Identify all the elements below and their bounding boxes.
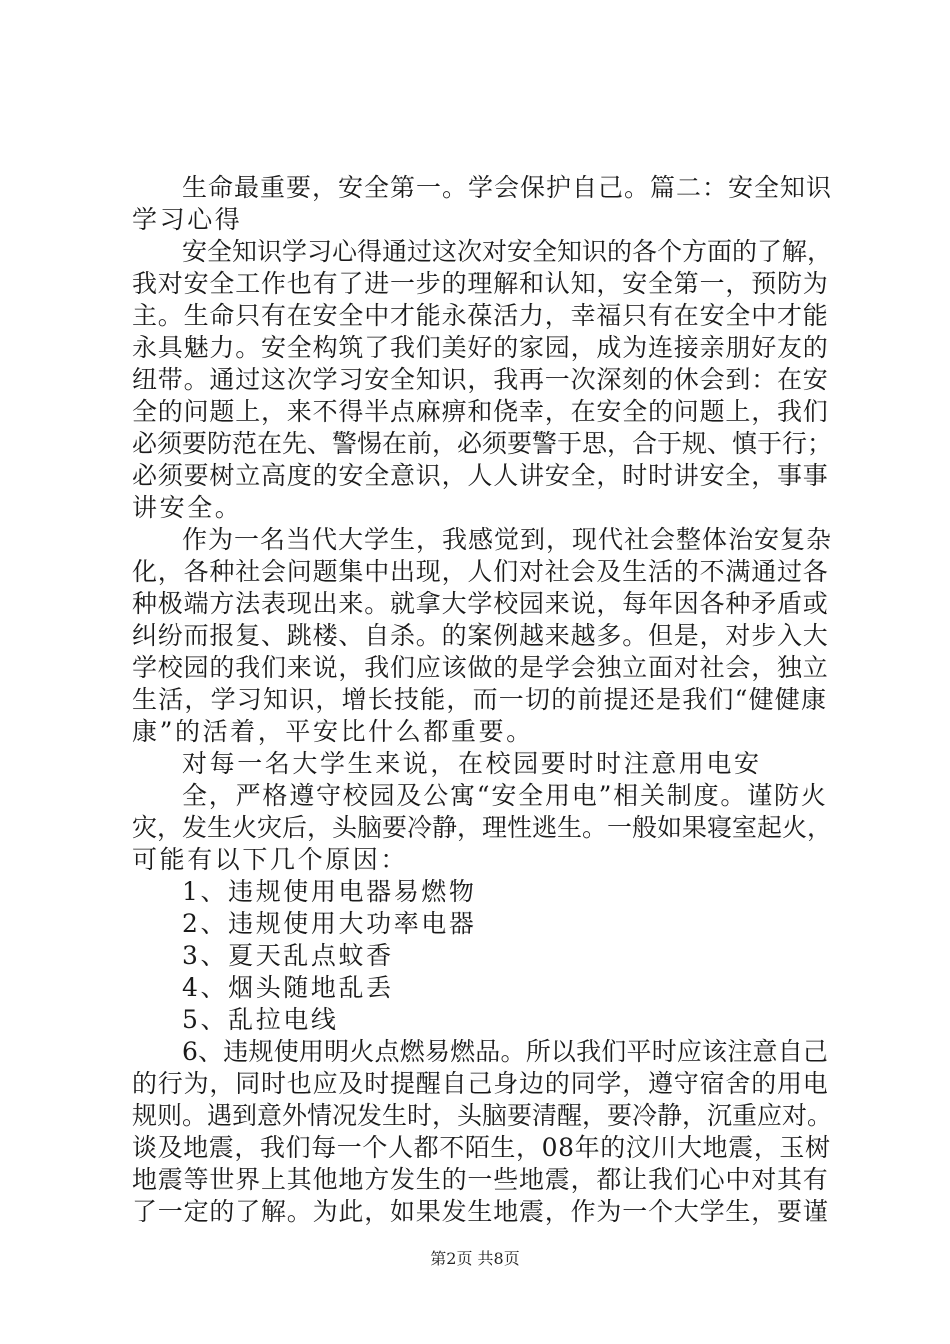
text-line: 的行为，同时也应及时提醒自己身边的同学，遵守宿舍的用电 — [132, 1069, 829, 1098]
text-line: 生命最重要，安全第一。学会保护自己。篇二：安全知识 — [182, 173, 833, 202]
text-line: 生活，学习知识，增长技能，而一切的前提还是我们“健健康 — [132, 685, 828, 714]
text-line: 作为一名当代大学生，我感觉到，现代社会整体治安复杂 — [182, 525, 833, 554]
text-line: 地震等世界上其他地方发生的一些地震，都让我们心中对其有 — [132, 1165, 829, 1194]
text-line: 学习心得 — [132, 205, 243, 234]
text-line: 灾，发生火灾后，头脑要冷静，理性逃生。一般如果寝室起火， — [132, 813, 833, 842]
text-line: 化，各种社会问题集中出现，人们对社会及生活的不满通过各 — [132, 557, 829, 586]
text-line: 纠纷而报复、跳楼、自杀。的案例越来越多。但是，对步入大 — [132, 621, 829, 650]
text-line: 可能有以下几个原因： — [132, 845, 409, 874]
document-body — [132, 172, 832, 1228]
text-line: 纽带。通过这次学习安全知识，我再一次深刻的休会到：在安 — [132, 365, 829, 394]
text-line: 2、违规使用大功率电器 — [182, 909, 477, 938]
text-line: 4、烟头随地乱丢 — [182, 973, 394, 1002]
text-line: 种极端方法表现出来。就拿大学校园来说，每年因各种矛盾或 — [132, 589, 829, 618]
text-line: 谈及地震，我们每一个人都不陌生，08年的汶川大地震，玉树 — [132, 1133, 831, 1162]
text-line: 规则。遇到意外情况发生时，头脑要清醒，要冷静，沉重应对。 — [132, 1101, 833, 1130]
text-line: 康”的活着，平安比什么都重要。 — [132, 717, 534, 746]
text-line: 6、违规使用明火点燃易燃品。所以我们平时应该注意自己 — [182, 1037, 829, 1066]
text-line: 安全知识学习心得通过这次对安全知识的各个方面的了解， — [182, 237, 833, 266]
text-line: 全的问题上，来不得半点麻痹和侥幸，在安全的问题上，我们 — [132, 397, 829, 426]
text-line: 5、乱拉电线 — [182, 1005, 339, 1034]
text-line: 1、违规使用电器易燃物 — [182, 877, 477, 906]
text-line: 必须要防范在先、警惕在前，必须要警于思，合于规、慎于行； — [132, 429, 833, 458]
text-line: 必须要树立高度的安全意识，人人讲安全，时时讲安全，事事 — [132, 461, 829, 490]
text-line: 全，严格遵守校园及公寓“安全用电”相关制度。谨防火 — [182, 781, 828, 810]
text-line: 3、夏天乱点蚊香 — [182, 941, 394, 970]
text-line: 主。生命只有在安全中才能永葆活力，幸福只有在安全中才能 — [132, 301, 829, 330]
page-footer: 第2页 共8页 — [430, 1249, 520, 1268]
text-line: 学校园的我们来说，我们应该做的是学会独立面对社会，独立 — [132, 653, 829, 682]
text-line: 永具魅力。安全构筑了我们美好的家园，成为连接亲朋好友的 — [132, 333, 829, 362]
text-line: 我对安全工作也有了进一步的理解和认知，安全第一，预防为 — [132, 269, 829, 298]
text-line: 讲安全。 — [132, 493, 243, 522]
text-line: 对每一名大学生来说，在校园要时时注意用电安 — [182, 749, 762, 778]
text-line: 了一定的了解。为此，如果发生地震，作为一个大学生，要谨 — [132, 1197, 829, 1226]
